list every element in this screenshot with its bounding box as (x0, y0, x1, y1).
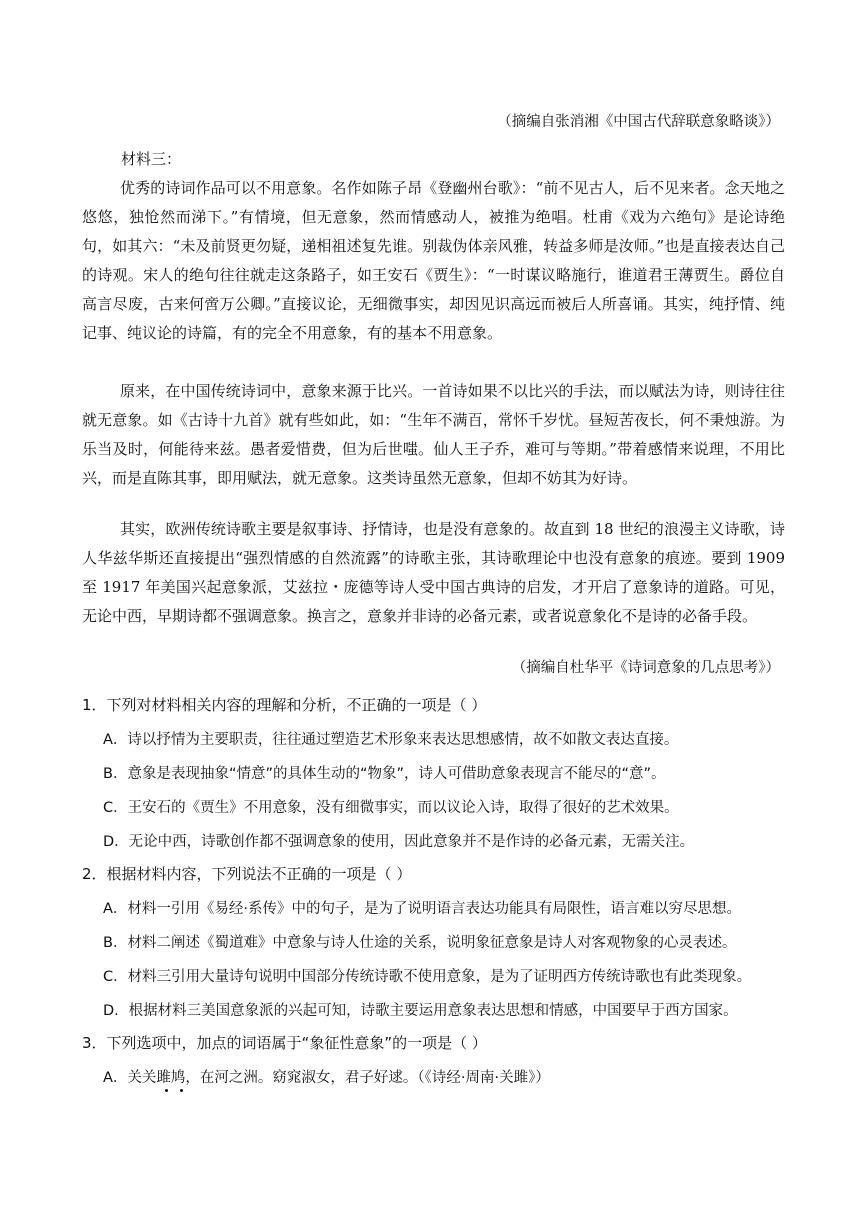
emphasis-dot (165, 1089, 168, 1092)
question-1-option-c: C．王安石的《贾生》不用意象，没有细微事实，而以议论入诗，取得了很好的艺术效果。 (103, 800, 679, 816)
material-3-heading: 材料三： (121, 150, 182, 168)
question-2-option-c: C．材料三引用大量诗句说明中国部分传统诗歌不使用意象，是为了证明西方传统诗歌也有此类现象。 (103, 969, 752, 985)
question-1-option-b: B．意象是表现抽象“情意”的具体生动的“物象”，诗人可借助意象表现言不能尽的“意”。 (103, 766, 666, 782)
source-citation-1: （摘编自张消湘《中国古代辞联意象略谈》） (497, 114, 780, 130)
question-2-option-b: B．材料二阐述《蜀道难》中意象与诗人仕途的关系，说明象征意象是诗人对客观物象的心灵表述。 (103, 935, 737, 951)
question-2-option-a: A．材料一引用《易经·系传》中的句子，是为了说明语言表达功能具有局限性，语言难以穷尽思想。 (103, 901, 742, 917)
question-1-option-a: A．诗以抒情为主要职责，往往通过塑造艺术形象来表达思想感情，故不如散文表达直接。 (103, 732, 679, 748)
question-1-stem: 1．下列对材料相关内容的理解和分析，不正确的一项是（ ） (82, 696, 487, 714)
question-3-option-a: A．关关雎鸠，在河之洲。窈窕淑女，君子好逑。（《诗经·周南·关雎》） (103, 1070, 550, 1086)
question-3-stem: 3．下列选项中，加点的词语属于“象征性意象”的一项是（ ） (82, 1034, 487, 1052)
question-2-stem: 2．根据材料内容，下列说法不正确的一项是（ ） (82, 865, 412, 883)
question-1-option-d: D．无论中西，诗歌创作都不强调意象的使用，因此意象并不是作诗的必备元素，无需关注。 (103, 834, 695, 850)
source-citation-2: （摘编自杜华平《诗词意象的几点思考》） (511, 660, 780, 676)
question-2-option-d: D．根据材料三美国意象派的兴起可知，诗歌主要运用意象表达思想和情感，中国要早于西方国家。 (103, 1003, 738, 1019)
material-3-paragraph-1: 优秀的诗词作品可以不用意象。名作如陈子昂《登幽州台歌》：“前不见古人，后不见来者。念天地之悠悠，独怆然而涕下。”有情境，但无意象，然而情感动人，被推为绝唱。杜甫《戏为六绝句》是论诗绝句，如其六：“未及前贤更勿疑，递相祖述复先谁。别裁伪体亲风雅，转益多师是汝师。”也是直接表达自己的诗观。宋人的绝句往往就走这条路子，如王安石《贾生》：“一时谋议略施行，谁道君王薄贾生。爵位自高言尽废，古来何啻万公卿。”直接议论，无细微事实，却因见识高远而被后人所喜诵。其实，纯抒情、纯记事、纯议论的诗篇，有的完全不用意象，有的基本不用意象。 (82, 179, 785, 342)
material-3-paragraph-3: 其实，欧洲传统诗歌主要是叙事诗、抒情诗，也是没有意象的。故直到 18 世纪的浪漫主义诗歌，诗人华兹华斯还直接提出“强烈情感的自然流露”的诗歌主张，其诗歌理论中也没有意象的痕迹。要到 1909 至 1917 年美国兴起意象派，艾兹拉・庞德等诗人受中国古典诗的启发，才开启了意象诗的道路。可见，无论中西，早期诗都不强调意象。换言之，意象并非诗的必备元素，或者说意象化不是诗的必备手段。 (82, 520, 785, 625)
material-3-paragraph-2: 原来，在中国传统诗词中，意象来源于比兴。一首诗如果不以比兴的手法，而以赋法为诗，则诗往往就无意象。如《古诗十九首》就有些如此，如：“生年不满百，常怀千岁忧。昼短苦夜长，何不秉烛游。为乐当及时，何能待来兹。愚者爱惜费，但为后世嗤。仙人王子乔，难可与等期。”带着感情来说理，不用比兴，而是直陈其事，即用赋法，就无意象。这类诗虽然无意象，但却不妨其为好诗。 (82, 382, 785, 487)
emphasis-dot (180, 1089, 183, 1092)
